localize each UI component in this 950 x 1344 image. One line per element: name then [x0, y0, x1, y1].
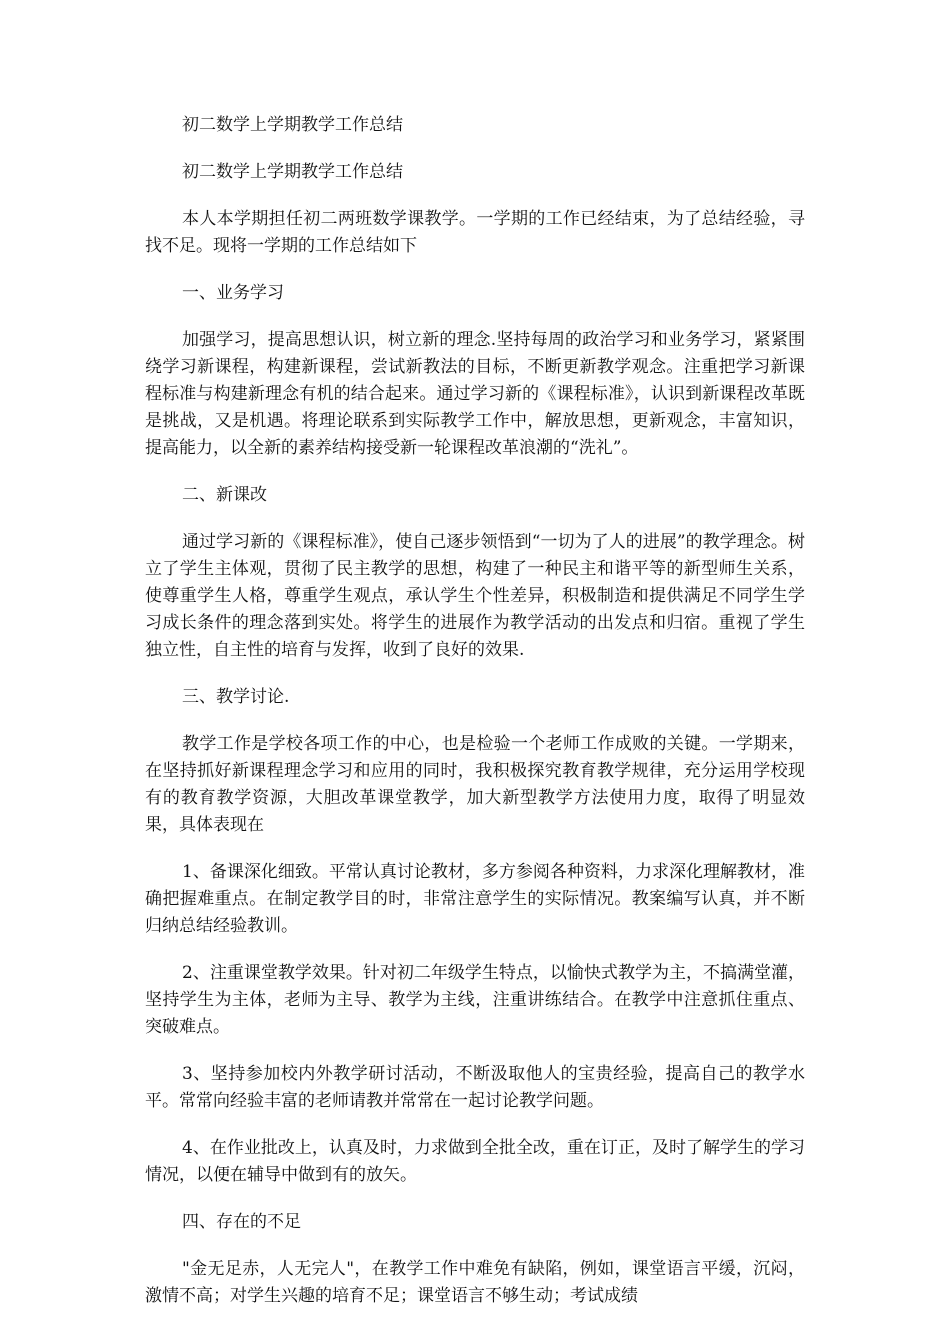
section-body-new-curriculum: 通过学习新的《课程标准》，使自己逐步领悟到“一切为了人的进展”的教学理念。树立了学生主体观，贯彻了民主教学的思想，构建了一种民主和谐平等的新型师生关系，使尊重学生人格，尊重学生观点，承认学生个性差异，积极制造和提供满足不同学生学习成长条件的理念落到实处。将学生的进展作为教学活动的出发点和归宿。重视了学生独立性，自主性的培育与发挥，收到了良好的效果.	[145, 532, 805, 660]
intro-paragraph: 本人本学期担任初二两班数学课教学。一学期的工作已经结束，为了总结经验，寻找不足。现将一学期的工作总结如下	[145, 209, 805, 256]
list-item-lesson-prep: 1、备课深化细致。平常认真讨论教材，多方参阅各种资料，力求深化理解教材，准确把握难重点。在制定教学目的时，非常注意学生的实际情况。教案编写认真，并不断归纳总结经验教训。	[145, 862, 805, 936]
section-body-teaching-discussion: 教学工作是学校各项工作的中心，也是检验一个老师工作成败的关键。一学期来，在坚持抓好新课程理念学习和应用的同时，我积极探究教育教学规律，充分运用学校现有的教育教学资源，大胆改革课堂教学，加大新型教学方法使用力度，取得了明显效果，具体表现在	[145, 734, 805, 835]
section-heading-teaching-discussion: 三、教学讨论.	[182, 687, 290, 707]
document-page	[145, 112, 805, 1330]
section-body-business-study: 加强学习，提高思想认识，树立新的理念.坚持每周的政治学习和业务学习，紧紧围绕学习新课程，构建新课程，尝试新教法的目标，不断更新教学观念。注重把学习新课程标准与构建新理念有机的结合起来。通过学习新的《课程标准》，认识到新课程改革既是挑战，又是机遇。将理论联系到实际教学工作中，解放思想，更新观念，丰富知识，提高能力，以全新的素养结构接受新一轮课程改革浪潮的“洗礼”。	[145, 330, 805, 458]
list-item-homework-correction: 4、在作业批改上，认真及时，力求做到全批全改，重在订正，及时了解学生的学习情况，以便在辅导中做到有的放矢。	[145, 1138, 805, 1185]
section-heading-business-study: 一、业务学习	[182, 283, 284, 303]
list-item-research-activities: 3、坚持参加校内外教学研讨活动，不断汲取他人的宝贵经验，提高自己的教学水平。常常向经验丰富的老师请教并常常在一起讨论教学问题。	[145, 1064, 805, 1111]
list-item-classroom-effect: 2、注重课堂教学效果。针对初二年级学生特点，以愉快式教学为主，不搞满堂灌，坚持学生为主体，老师为主导、教学为主线，注重讲练结合。在教学中注意抓住重点、突破难点。	[145, 963, 805, 1037]
section-heading-new-curriculum: 二、新课改	[182, 485, 267, 505]
document-subtitle: 初二数学上学期教学工作总结	[182, 162, 403, 182]
section-heading-shortcomings: 四、存在的不足	[182, 1212, 301, 1232]
section-body-shortcomings: "金无足赤，人无完人"，在教学工作中难免有缺陷，例如，课堂语言平缓，沉闷，激情不高；对学生兴趣的培育不足；课堂语言不够生动；考试成绩	[145, 1259, 805, 1306]
document-title: 初二数学上学期教学工作总结	[182, 115, 403, 135]
